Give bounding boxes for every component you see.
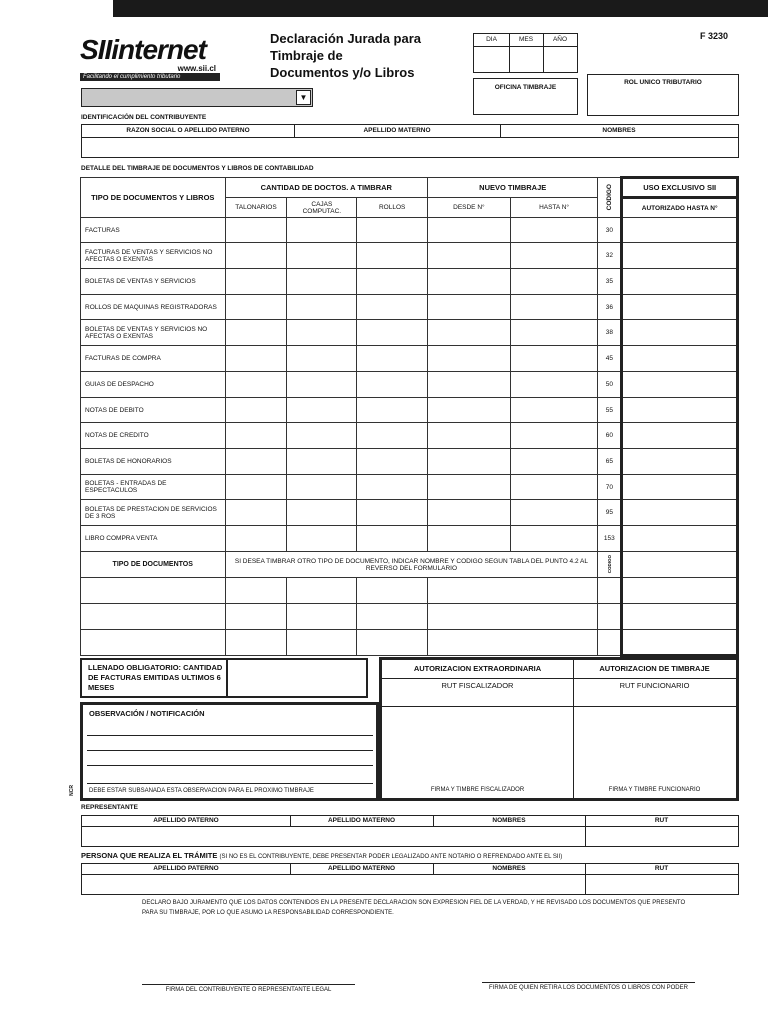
- row-input-cell[interactable]: [287, 243, 357, 269]
- rut-box[interactable]: ROL UNICO TRIBUTARIO: [587, 74, 739, 116]
- row-label: FACTURAS: [81, 218, 226, 243]
- row-label: BOLETAS DE PRESTACION DE SERVICIOS DE 3 ROS: [81, 500, 226, 526]
- row-input-cell[interactable]: [357, 475, 428, 500]
- row-input-cell[interactable]: [357, 320, 428, 346]
- row-input-cell[interactable]: [287, 475, 357, 500]
- row-code: 45: [598, 346, 622, 372]
- table-row: [81, 372, 738, 398]
- row-input-cell[interactable]: [357, 269, 428, 295]
- row-input-cell[interactable]: [428, 500, 511, 526]
- row-input-cell[interactable]: [357, 218, 428, 243]
- row-sii-cell[interactable]: [622, 449, 738, 475]
- persona-nombre-field[interactable]: [82, 874, 585, 894]
- row-input-cell[interactable]: [287, 423, 357, 449]
- row-input-cell[interactable]: [428, 423, 511, 449]
- oficina-timbraje-box[interactable]: OFICINA TIMBRAJE: [473, 78, 578, 115]
- logo-url: www.sii.cl: [177, 64, 216, 73]
- row-input-cell[interactable]: [510, 346, 598, 372]
- table-row: [81, 218, 738, 243]
- row-input-cell[interactable]: [428, 295, 511, 320]
- row-input-cell[interactable]: [225, 295, 287, 320]
- row-input-cell[interactable]: [510, 243, 598, 269]
- row-input-cell[interactable]: [225, 475, 287, 500]
- row-code: 55: [598, 398, 622, 423]
- detalle-heading: DETALLE DEL TIMBRAJE DE DOCUMENTOS Y LIBROS DE CONTABILIDAD: [81, 165, 314, 172]
- firma-contribuyente-line[interactable]: [142, 984, 355, 985]
- row-label: GUIAS DE DESPACHO: [81, 372, 226, 398]
- row-input-cell[interactable]: [225, 500, 287, 526]
- row-input-cell[interactable]: [225, 320, 287, 346]
- row-sii-cell[interactable]: [622, 398, 738, 423]
- row-input-cell[interactable]: [287, 500, 357, 526]
- timbraje-table: TIPO DE DOCUMENTOS Y LIBROS CANTIDAD DE DOCTOS. A TIMBRAR NUEVO TIMBRAJE CODIGO USO EXCLUSIVO SII TALONARIOS CAJAS COMPUTAC. ROLLOS DESDE N° HASTA N° AUTORIZADO HASTA N° FACTURAS 30 FACTURAS DE VENTAS Y SERVICIOS NO AFECTAS O EXENTAS 32 BOLETAS DE VENTAS Y SERVICIOS 35 ROLLOS DE MAQUINAS REGISTRADORAS 36 BOLETAS DE VENTAS Y SERVICIOS NO AFECTAS O EXENTAS 38 FACTURAS DE COMPRA 45 GUIAS DE DESPACHO 50 NOTAS DE DEBITO 55 NOTAS DE CREDITO 60 BOLETAS DE HONORARIOS 65 BOLETAS - ENTRADAS DE ESPECTACULOS 70 BOLETAS DE PRESTACION DE SERVICIOS DE 3 ROS 95 LIBRO COMPRA VENTA 153 TIPO DE DOCUMENTOS SI DESEA TIMBRAR OTRO TIPO DE DOCUMENTO, INDICAR NOMBRE Y CODIGO SEGUN TABLA DEL PUNTO 4.2 AL REVERSO DEL FORMULARIO CODIGO: [80, 176, 739, 657]
- row-input-cell[interactable]: [225, 526, 287, 552]
- row-input-cell[interactable]: [225, 269, 287, 295]
- row-input-cell[interactable]: [225, 372, 287, 398]
- autorizacion-box: AUTORIZACION EXTRAORDINARIA AUTORIZACION DE TIMBRAJE RUT FISCALIZADOR RUT FUNCIONARIO FIRMA Y TIMBRE FISCALIZADOR FIRMA Y TIMBRE FUNCIONARIO: [379, 657, 739, 801]
- row-code: 30: [598, 218, 622, 243]
- row-input-cell[interactable]: [510, 500, 598, 526]
- row-input-cell[interactable]: [225, 243, 287, 269]
- row-input-cell[interactable]: [357, 346, 428, 372]
- row-code: 153: [598, 526, 622, 552]
- row-input-cell[interactable]: [510, 320, 598, 346]
- representante-rut-field[interactable]: [585, 826, 739, 846]
- row-input-cell[interactable]: [428, 346, 511, 372]
- row-input-cell[interactable]: [428, 243, 511, 269]
- firma-retira-label: FIRMA DE QUIEN RETIRA LOS DOCUMENTOS O LIBROS CON PODER: [489, 985, 688, 991]
- declaracion-text: DECLARO BAJO JURAMENTO QUE LOS DATOS CONTENIDOS EN LA PRESENTE DECLARACION SON EXPRESION FIEL DE LA VERDAD, Y HE REVISADO LOS DOCUMENTOS QUE PRESENTO PARA SU TIMBRAJE, POR LO QUE ASUMO LA RESPONSABILIDAD CORRESPONDIENTE.: [142, 900, 686, 916]
- row-sii-cell[interactable]: [622, 218, 738, 243]
- row-label: LIBRO COMPRA VENTA: [81, 526, 226, 552]
- table-row: [81, 269, 738, 295]
- row-code: 65: [598, 449, 622, 475]
- row-input-cell[interactable]: [428, 372, 511, 398]
- row-input-cell[interactable]: [357, 449, 428, 475]
- office-dropdown[interactable]: [81, 88, 313, 107]
- row-input-cell[interactable]: [287, 372, 357, 398]
- representante-box: APELLIDO PATERNO APELLIDO MATERNO NOMBRES RUT: [81, 815, 739, 847]
- row-sii-cell[interactable]: [622, 423, 738, 449]
- cantidad-facturas-field[interactable]: [226, 660, 368, 696]
- rut-funcionario-field[interactable]: RUT FUNCIONARIO: [573, 678, 736, 707]
- date-box: DIA MES AÑO: [473, 33, 578, 73]
- representante-nombre-field[interactable]: [82, 826, 585, 846]
- row-code: 32: [598, 243, 622, 269]
- row-label: BOLETAS DE VENTAS Y SERVICIOS NO AFECTAS O EXENTAS: [81, 320, 226, 346]
- row-input-cell[interactable]: [428, 218, 511, 243]
- row-input-cell[interactable]: [225, 423, 287, 449]
- row-input-cell[interactable]: [428, 320, 511, 346]
- sii-logo: [80, 36, 220, 86]
- row-sii-cell[interactable]: [622, 346, 738, 372]
- row-input-cell[interactable]: [510, 398, 598, 423]
- row-input-cell[interactable]: [287, 320, 357, 346]
- row-code: 70: [598, 475, 622, 500]
- row-input-cell[interactable]: [287, 218, 357, 243]
- table-row: [81, 346, 738, 372]
- row-sii-cell[interactable]: [622, 475, 738, 500]
- row-input-cell[interactable]: [510, 423, 598, 449]
- row-sii-cell[interactable]: [622, 243, 738, 269]
- persona-rut-field[interactable]: [585, 874, 739, 894]
- firma-contribuyente-label: FIRMA DEL CONTRIBUYENTE O REPRESENTANTE LEGAL: [165, 987, 332, 993]
- id-input-field[interactable]: [82, 137, 738, 157]
- row-input-cell[interactable]: [287, 346, 357, 372]
- row-label: BOLETAS DE VENTAS Y SERVICIOS: [81, 269, 226, 295]
- row-input-cell[interactable]: [428, 526, 511, 552]
- row-input-cell[interactable]: [225, 346, 287, 372]
- row-input-cell[interactable]: [357, 295, 428, 320]
- persona-heading: PERSONA QUE REALIZA EL TRÁMITE (SI NO ES EL CONTRIBUYENTE, DEBE PRESENTAR PODER LEGALIZADO ANTE NOTARIO O REFRENDADO ANTE EL SII): [81, 851, 563, 860]
- row-input-cell[interactable]: [510, 372, 598, 398]
- row-input-cell[interactable]: [287, 526, 357, 552]
- row-code: 60: [598, 423, 622, 449]
- page-title: Declaración Jurada para Timbraje de Documentos y/o Libros: [270, 31, 422, 80]
- table-row: [81, 243, 738, 269]
- chevron-down-icon[interactable]: ▼: [296, 90, 311, 105]
- dia-field[interactable]: [474, 46, 510, 72]
- mes-field[interactable]: [509, 46, 544, 72]
- row-input-cell[interactable]: [225, 449, 287, 475]
- form-code: F 3230: [700, 31, 729, 41]
- row-code: 36: [598, 295, 622, 320]
- id-heading: IDENTIFICACIÓN DEL CONTRIBUYENTE: [81, 114, 207, 121]
- table-row: [81, 526, 738, 552]
- row-input-cell[interactable]: [225, 398, 287, 423]
- row-input-cell[interactable]: [357, 372, 428, 398]
- row-sii-cell[interactable]: [622, 372, 738, 398]
- row-code: 35: [598, 269, 622, 295]
- row-label: NOTAS DE DEBITO: [81, 398, 226, 423]
- row-input-cell[interactable]: [357, 243, 428, 269]
- row-sii-cell[interactable]: [622, 320, 738, 346]
- logo-brand: SIIinternet: [80, 34, 206, 65]
- row-input-cell[interactable]: [510, 449, 598, 475]
- row-input-cell[interactable]: [510, 218, 598, 243]
- persona-box: APELLIDO PATERNO APELLIDO MATERNO NOMBRES RUT: [81, 863, 739, 895]
- row-input-cell[interactable]: [287, 398, 357, 423]
- row-sii-cell[interactable]: [622, 295, 738, 320]
- table-row: [81, 295, 738, 320]
- row-input-cell[interactable]: [510, 269, 598, 295]
- representante-heading: REPRESENTANTE: [81, 804, 138, 811]
- ncr-label: NCR: [69, 785, 75, 796]
- row-label: NOTAS DE CREDITO: [81, 423, 226, 449]
- row-input-cell[interactable]: [287, 449, 357, 475]
- table-row: [81, 449, 738, 475]
- row-input-cell[interactable]: [357, 398, 428, 423]
- row-code: 38: [598, 320, 622, 346]
- table-row: [81, 398, 738, 423]
- row-input-cell[interactable]: [428, 269, 511, 295]
- table-row: [81, 475, 738, 500]
- row-input-cell[interactable]: [287, 295, 357, 320]
- row-input-cell[interactable]: [428, 449, 511, 475]
- row-label: BOLETAS DE HONORARIOS: [81, 449, 226, 475]
- row-sii-cell[interactable]: [622, 526, 738, 552]
- id-box: RAZON SOCIAL O APELLIDO PATERNO APELLIDO MATERNO NOMBRES: [81, 124, 739, 158]
- logo-tagline: Facilitando el cumplimiento tributario: [80, 73, 220, 81]
- row-label: FACTURAS DE VENTAS Y SERVICIOS NO AFECTAS O EXENTAS: [81, 243, 226, 269]
- row-label: FACTURAS DE COMPRA: [81, 346, 226, 372]
- llenado-box: LLENADO OBLIGATORIO: CANTIDAD DE FACTURAS EMITIDAS ULTIMOS 6 MESES: [80, 658, 368, 698]
- table-row: [81, 423, 738, 449]
- row-sii-cell[interactable]: [622, 269, 738, 295]
- row-input-cell[interactable]: [510, 526, 598, 552]
- row-input-cell[interactable]: [428, 475, 511, 500]
- row-input-cell[interactable]: [225, 218, 287, 243]
- row-input-cell[interactable]: [287, 269, 357, 295]
- table-row: [81, 500, 738, 526]
- row-input-cell[interactable]: [428, 398, 511, 423]
- row-code: 95: [598, 500, 622, 526]
- observacion-box: OBSERVACIÓN / NOTIFICACIÓN DEBE ESTAR SUBSANADA ESTA OBSERVACION PARA EL PROXIMO TIMBRAJE: [80, 702, 379, 801]
- row-input-cell[interactable]: [357, 500, 428, 526]
- row-input-cell[interactable]: [357, 526, 428, 552]
- row-input-cell[interactable]: [510, 295, 598, 320]
- row-label: ROLLOS DE MAQUINAS REGISTRADORAS: [81, 295, 226, 320]
- row-code: 50: [598, 372, 622, 398]
- row-sii-cell[interactable]: [622, 500, 738, 526]
- row-input-cell[interactable]: [357, 423, 428, 449]
- row-input-cell[interactable]: [510, 475, 598, 500]
- top-bar: [113, 0, 768, 17]
- row-label: BOLETAS - ENTRADAS DE ESPECTACULOS: [81, 475, 226, 500]
- rut-fiscalizador-field[interactable]: RUT FISCALIZADOR: [382, 678, 574, 707]
- anio-field[interactable]: [543, 46, 577, 72]
- table-row: [81, 320, 738, 346]
- firma-retira-line[interactable]: [482, 982, 695, 983]
